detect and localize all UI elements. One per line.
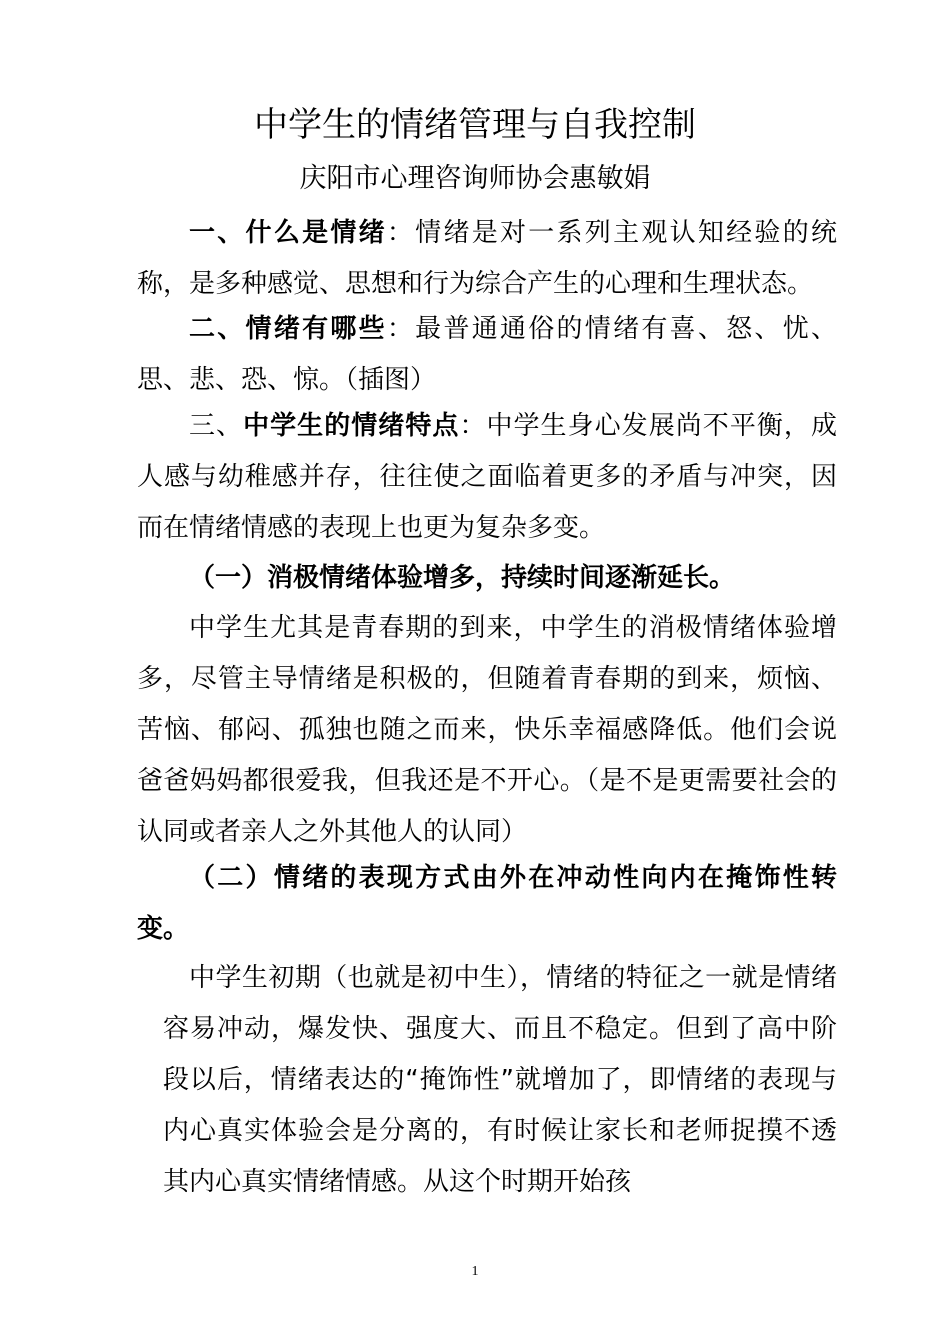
page-number: 1	[471, 1264, 479, 1279]
section-text: ：最普通通俗的情绪有喜、怒、忧、思、悲、恐、惊。（插图）	[137, 314, 837, 395]
section-what-is-emotion	[137, 208, 837, 310]
subsection-paragraph-2: 中学生初期（也就是初中生），情绪的特征之一就是情绪容易冲动，爆发快、强度大、而且不稳定。但到了高中阶段以后，情绪表达的“掩饰性”就增加了，即情绪的表现与内心真实体验会是分离的，有时候让家长和老师捉摸不透其内心真实情绪情感。从这个时期开始孩	[163, 963, 837, 1197]
subsection-heading-1: （一）消极情绪体验增多，持续时间逐渐延长。	[189, 563, 736, 593]
section-types-of-emotion	[137, 304, 837, 406]
document-author: 庆阳市心理咨询师协会惠敏娟	[299, 163, 651, 194]
subsection-paragraph-1: 中学生尤其是青春期的到来，中学生的消极情绪体验增多，尽管主导情绪是积极的，但随着青春期的到来，烦恼、苦恼、郁闷、孤独也随之而来，快乐幸福感降低。他们会说爸爸妈妈都很爱我，但我还是不开心。（是不是更需要社会的认同或者亲人之外其他人的认同）	[137, 613, 837, 847]
section-text: ：情绪是对一系列主观认知经验的统称，是多种感觉、思想和行为综合产生的心理和生理状态。	[137, 218, 837, 299]
section-heading: 一、什么是情绪	[189, 218, 387, 248]
subsection-heading-2: （二）情绪的表现方式由外在冲动性向内在掩饰性转变。	[137, 863, 837, 944]
document-title: 中学生的情绪管理与自我控制	[254, 105, 696, 145]
section-student-emotion-features	[137, 401, 837, 554]
section-heading: 中学生的情绪特点	[243, 411, 460, 441]
section-heading: 二、情绪有哪些	[189, 314, 387, 344]
section-prefix: 三、	[189, 411, 244, 441]
section-text: ：中学生身心发展尚不平衡，成人感与幼稚感并存，往往使之面临着更多的矛盾与冲突，因而在情绪情感的表现上也更为复杂多变。	[137, 411, 837, 543]
